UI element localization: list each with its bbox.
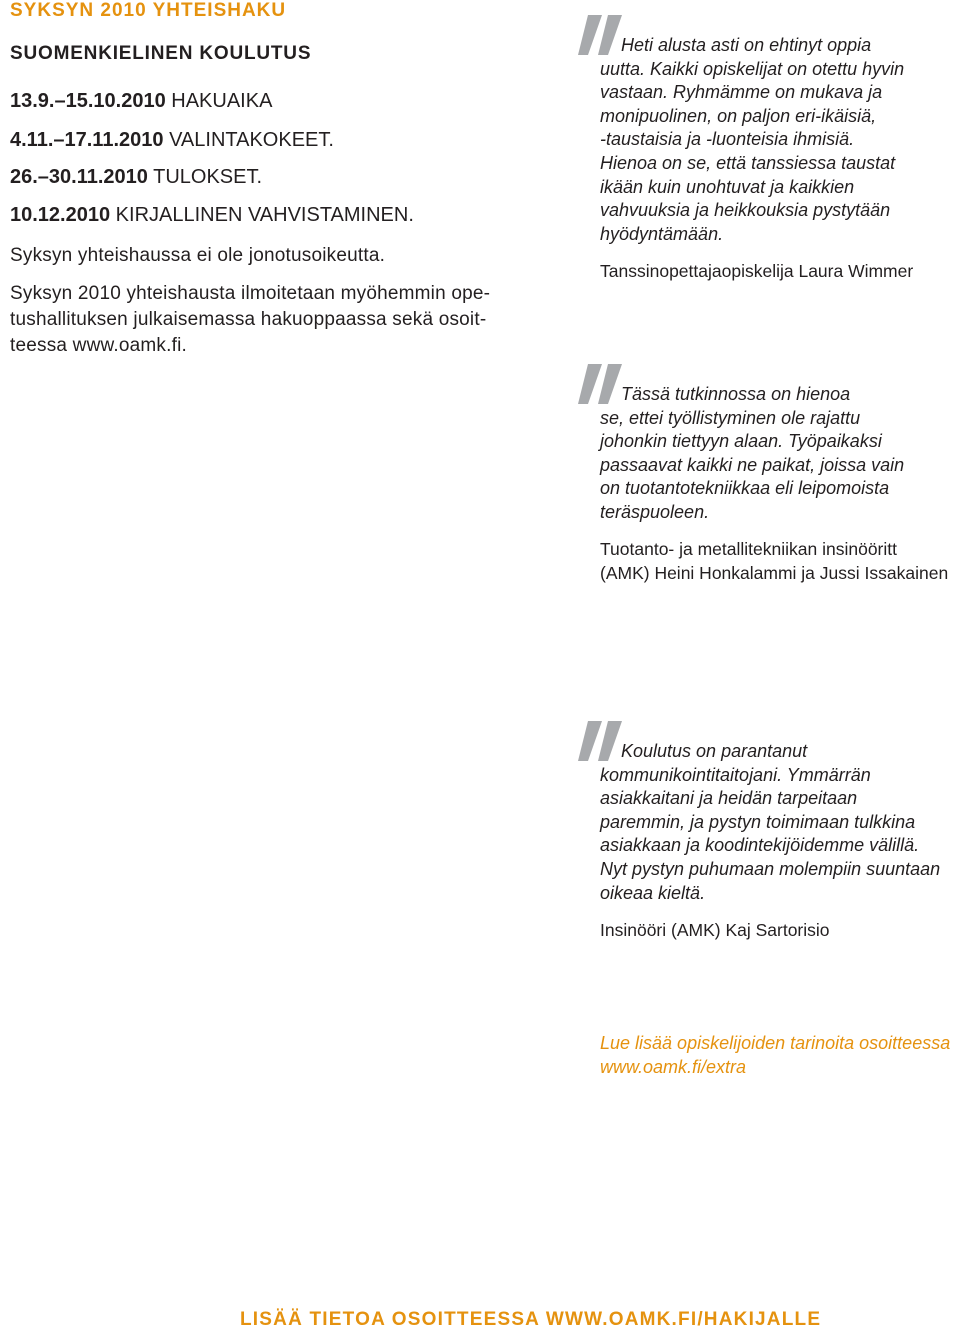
footer-more-info[interactable]: LISÄÄ TIETOA OSOITTEESSA WWW.OAMK.FI/HAKIJALLE [240,1309,822,1330]
announcement-paragraph [10,281,491,359]
schedule-date: 13.9.–15.10.2010 [10,90,166,112]
attribution-line: (AMK) Heini Honkalammi ja Jussi Issakainen [600,563,949,583]
quote-line: se, ettei työllistyminen ole rajattu [600,407,861,428]
schedule-label: HAKUAIKA [171,90,273,112]
quote-line: monipuolinen, on paljon eri-ikäisiä, [600,105,877,126]
quote-line: vastaan. Ryhmämme on mukava ja [600,82,883,103]
quote-line: Nyt pystyn puhumaan molempiin suuntaan [600,858,941,879]
extra-stories-text: Lue lisää opiskelijoiden tarinoita osoitteessa [600,1033,951,1053]
attribution-line: Insinööri (AMK) Kaj Sartorisio [600,920,830,940]
quote-block [600,383,904,525]
schedule-label: TULOKSET. [153,166,263,188]
quote-line: asiakkaan ja koodintekijöidemme välillä. [600,835,920,856]
quote-block [600,34,904,246]
extra-stories-link[interactable]: www.oamk.fi/extra [600,1057,747,1077]
schedule-date: 4.11.–17.11.2010 [10,129,164,151]
quote-line: vahvuuksia ja heikkouksia pystytään [600,200,891,221]
schedule-row [10,128,334,152]
schedule-row [10,165,262,189]
announcement-line: teessa www.oamk.fi. [10,335,187,356]
quote-attribution [600,537,948,585]
section-title: SYKSYN 2010 YHTEISHAKU [10,0,287,21]
quote-line: hyödyntämään. [600,223,724,244]
quote-attribution [600,918,830,942]
quote-line: paremmin, ja pystyn toimimaan tulkkina [600,811,916,832]
quote-line: oikeaa kieltä. [600,882,706,903]
attribution-line: Tanssinopettajaopiskelija Laura Wimmer [600,261,914,281]
quote-attribution [600,259,913,283]
quote-line: ikään kuin unohtuvat ja kaikkien [600,176,855,197]
attribution-line: Tuotanto- ja metallitekniikan insinööritt [600,539,897,559]
quote-line: -taustaisia ja -luonteisia ihmisiä. [600,129,855,150]
schedule-row [10,89,272,113]
quote-line: passaavat kaikki ne paikat, joissa vain [600,454,905,475]
no-queue-note: Syksyn yhteishaussa ei ole jonotusoikeutta. [10,245,386,266]
schedule-label: KIRJALLINEN VAHVISTAMINEN. [115,204,414,226]
quote-block [600,740,940,905]
quote-line: uutta. Kaikki opiskelijat on otettu hyvin [600,58,905,79]
announcement-line: tushallituksen julkaisemassa hakuoppaassa sekä osoit- [10,309,487,330]
quote-line: johonkin tiettyyn alaan. Työpaikaksi [600,431,882,452]
announcement-line: Syksyn 2010 yhteishausta ilmoitetaan myöhemmin ope- [10,283,491,304]
quote-line: Tässä tutkinnossa on hienoa [621,384,851,404]
schedule-row [10,203,414,227]
quote-line: kommunikointitaitojani. Ymmärrän [600,764,871,785]
quote-line: asiakkaitani ja heidän tarpeitaan [600,788,858,809]
schedule-date: 10.12.2010 [10,204,111,226]
quote-line: Heti alusta asti on ehtinyt oppia [621,35,872,55]
quote-line: on tuotantotekniikkaa eli leipomoista [600,478,890,499]
quote-line: teräspuoleen. [600,501,710,522]
schedule-label: VALINTAKOKEET. [169,129,334,151]
section-subtitle: SUOMENKIELINEN KOULUTUS [10,43,312,64]
quote-line: Koulutus on parantanut [621,741,808,761]
schedule-date: 26.–30.11.2010 [10,166,148,188]
quote-line: Hienoa on se, että tanssiessa taustat [600,152,896,173]
